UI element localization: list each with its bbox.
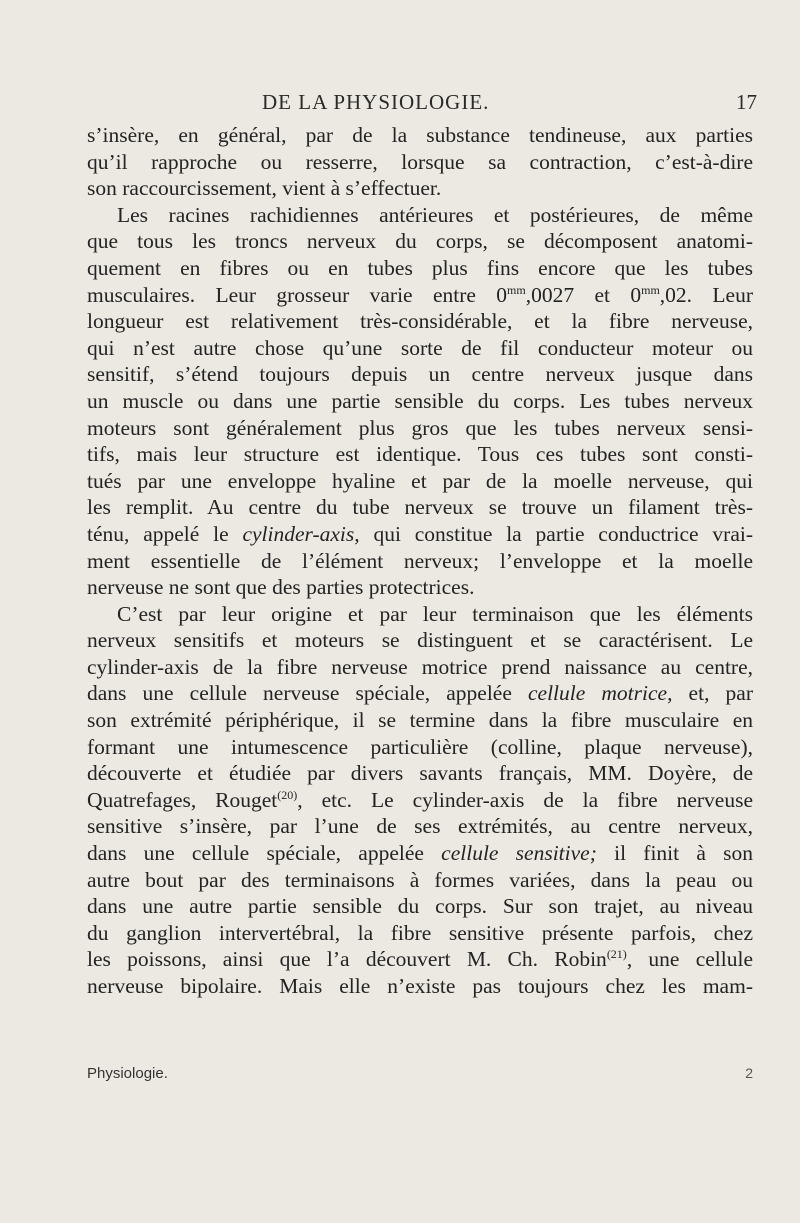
text-line: ténu, appelé le cylinder-axis, qui constitue la partie conductrice vrai-: [87, 521, 753, 546]
text-line: tués par une enveloppe hyaline et par de la moelle nerveuse, qui: [87, 468, 753, 493]
body-text: [87, 122, 753, 1000]
text-line: ment essentielle de l’élément nerveux; l’enveloppe et la moelle: [87, 548, 753, 573]
text-line: formant une intumescence particulière (colline, plaque nerveuse),: [87, 734, 753, 759]
text-line: nerveuse ne sont que des parties protectrices.: [87, 575, 475, 600]
running-head: DE LA PHYSIOLOGIE.: [262, 90, 490, 114]
text-line: C’est par leur origine et par leur terminaison que les éléments: [117, 601, 753, 626]
text-line: cylinder-axis de la fibre nerveuse motrice prend naissance au centre,: [87, 654, 753, 679]
text-line: quement en fibres ou en tubes plus fins encore que les tubes: [87, 255, 753, 280]
text-line: Les racines rachidiennes antérieures et postérieures, de même: [117, 202, 753, 227]
text-line: découverte et étudiée par divers savants français, MM. Doyère, de: [87, 761, 753, 786]
text-line: Quatrefages, Rouget$^{(20)}$, etc. Le cylinder-axis de la fibre nerveuse: [87, 787, 754, 812]
text-line: s’insère, en général, par de la substance tendineuse, aux parties: [87, 123, 753, 147]
text-line: dans une cellule nerveuse spéciale, appelée cellule motrice, et, par: [87, 681, 753, 706]
text-line: longueur est relativement très-considérable, et la fibre nerveuse,: [87, 309, 753, 334]
text-line: musculaires. Leur grosseur varie entre $0^{mm},0027$ et $0^{mm},02$. Leur: [87, 282, 753, 307]
text-line: dans une autre partie sensible du corps. Sur son trajet, au niveau: [87, 894, 753, 919]
page-footer: [87, 1065, 753, 1087]
text-line: autre bout par des terminaisons à formes variées, dans la peau ou: [87, 867, 753, 892]
text-line: moteurs sont généralement plus gros que les tubes nerveux sensi-: [87, 415, 753, 440]
text-line: que tous les troncs nerveux du corps, se décomposent anatomi-: [87, 229, 753, 254]
text-line: tifs, mais leur structure est identique. Tous ces tubes sont consti-: [87, 442, 753, 467]
text-line: les remplit. Au centre du tube nerveux se trouve un filament très-: [87, 495, 753, 520]
text-line: nerveux sensitifs et moteurs se distinguent et se caractérisent. Le: [87, 628, 753, 653]
text-line: qu’il rapproche ou resserre, lorsque sa contraction, c’est-à-dire: [87, 149, 753, 174]
text-line: son extrémité périphérique, il se termine dans la fibre musculaire en: [87, 708, 753, 733]
sheet-number: 2: [745, 1065, 753, 1081]
signature-mark: Physiologie.: [87, 1065, 168, 1082]
text-line: sensitif, s’étend toujours depuis un centre nerveux jusque dans: [87, 362, 753, 387]
text-line: les poissons, ainsi que l’a découvert M. Ch. Robin$^{(21)}$, une cellule: [87, 947, 753, 972]
page-number: 17: [736, 90, 757, 114]
text-line: du ganglion intervertébral, la fibre sensitive présente parfois, chez: [87, 920, 753, 945]
text-line: un muscle ou dans une partie sensible du corps. Les tubes nerveux: [87, 388, 753, 413]
text-line: nerveuse bipolaire. Mais elle n’existe pas toujours chez les mam-: [87, 974, 753, 998]
text-line: son raccourcissement, vient à s’effectuer.: [87, 176, 442, 201]
text-line: dans une cellule spéciale, appelée cellule sensitive; il finit à son: [87, 841, 753, 866]
text-line: sensitive s’insère, par l’une de ses extrémités, au centre nerveux,: [87, 814, 753, 839]
page-header: [0, 90, 800, 120]
text-line: qui n’est autre chose qu’une sorte de fil conducteur moteur ou: [87, 335, 753, 360]
